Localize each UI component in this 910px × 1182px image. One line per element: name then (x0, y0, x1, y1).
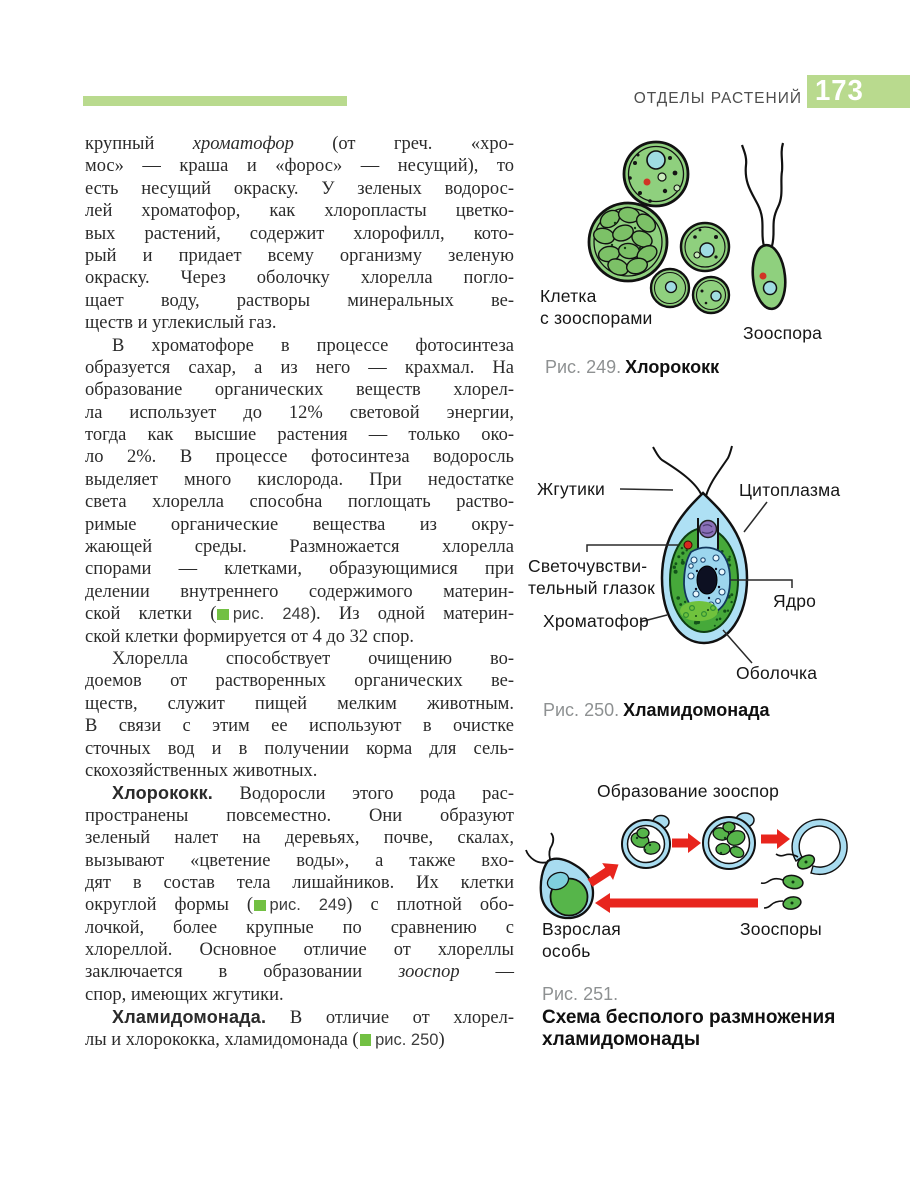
figure-250-chlamydomonas-diagram (510, 440, 850, 670)
body-text-line: В связи с этим ее используют в очистке (85, 716, 514, 737)
body-text-line: округлой формы ( рис. 249) с плотной обо- (85, 895, 515, 916)
figure-ref-square-icon (360, 1034, 372, 1046)
fig250-label-nucleus: Ядро (773, 591, 817, 611)
header-accent-rule (83, 96, 347, 106)
body-text-line: лей хроматофор, как хлоропласты цветко- (85, 201, 514, 222)
body-text-line: света хлорелла способна поглощать раство- (85, 492, 514, 513)
body-text-line: крупный хроматофор (от греч. «хро- (85, 134, 514, 154)
adult-cell (526, 833, 593, 918)
red-arrow-right-icon (761, 829, 790, 849)
sporangium-cell-early (622, 816, 670, 869)
fig249-caption-title: Хлорококк (625, 357, 720, 377)
fig251-caption-title-line1: Схема бесполого размножения (542, 1007, 836, 1028)
body-text-line: хлореллой. Основное отличие от хлореллы (85, 940, 514, 961)
body-text-line: дят в состав тела лишайников. Их клетки (85, 872, 514, 893)
body-text-line: заключается в образовании зооспор — (85, 962, 515, 983)
body-text-line: доемов от растворенных органических ве- (85, 671, 514, 692)
fig251-caption-number: Рис. 251. (542, 984, 619, 1004)
fig249-caption (545, 357, 719, 378)
body-text-line: есть несущий окраску. У зеленых водорос- (85, 178, 514, 199)
section-title: ОТДЕЛЫ РАСТЕНИЙ (633, 90, 802, 107)
fig250-caption (543, 700, 770, 721)
body-text-line: спорами — клетками, образующимися при (85, 559, 514, 580)
body-text-line: зеленый налет на деревьях, почве, скалах, (85, 828, 514, 849)
body-text-line: римые органические вещества из окру- (85, 514, 514, 535)
fig251-caption-title-line2: хламидомонады (542, 1029, 701, 1050)
body-text-line: вызывают «цветение воды», а также вхо- (85, 850, 514, 871)
body-text-line: ской клетки формируется от 4 до 32 спор. (85, 626, 414, 647)
body-text-line: ской клетки ( рис. 248). Из одной материн- (85, 604, 514, 625)
chlorococcus-cell-medium (681, 223, 729, 271)
fig250-label-membrane: Оболочка (736, 663, 818, 683)
fig250-label-eyespot-line1: Светочувстви- (528, 556, 648, 576)
fig249-label-cell-line2: с зооспорами (540, 308, 653, 328)
red-arrow-left-return-icon (595, 893, 758, 913)
red-arrow-right-icon (672, 833, 701, 853)
chlorococcus-cell-large (624, 142, 688, 206)
fig251-label-zoospores: Зооспоры (740, 919, 822, 939)
fig251-label-adult-line1: Взрослая (542, 919, 621, 939)
body-text-line: образуется сахар, а из него — крахмал. На (85, 357, 514, 378)
body-text-line: окраску. Через оболочку хлорелла погло- (85, 268, 514, 289)
fig249-label-zoospore: Зооспора (743, 323, 823, 343)
body-text-line: ществ, служит пищей мелким животным. (85, 693, 514, 714)
body-text-line: сточных вод и в получении корма для сель- (85, 738, 514, 759)
chlorococcus-cell-small-b (693, 277, 729, 313)
fig250-caption-title: Хламидомонада (623, 700, 770, 720)
figure-ref-square-icon (254, 900, 266, 912)
figure-251-reproduction-cycle (512, 805, 860, 923)
fig249-label-cell-line1: Клетка (540, 286, 597, 306)
body-text-line: выделяет много кислорода. При недостатке (85, 469, 514, 490)
sporangium-cell-late (703, 813, 755, 869)
zoospore-cell (742, 143, 788, 310)
fig250-label-flagella: Жгутики (537, 479, 605, 499)
body-text-line: В хроматофоре в процессе фотосинтеза (112, 335, 514, 356)
body-text-line: вых растений, содержит хлорофилл, кото- (85, 223, 514, 244)
chlorococcus-cell-small-a (651, 269, 689, 307)
body-text-line: спор, имеющих жгутики. (85, 984, 284, 1005)
body-text-line: щает воду, растворы минеральных ве- (85, 290, 514, 311)
body-text-line: жающей среды. Размножается хлорелла (85, 537, 514, 558)
page-number-box (807, 75, 910, 108)
body-text-line: ло 2%. В процессе фотосинтеза водоросль (85, 447, 514, 468)
body-text-line: тогда как высшие растения — только око- (85, 425, 514, 446)
body-text-line: образование органических веществ хлорел- (85, 380, 514, 401)
article-text-column (85, 133, 514, 1051)
body-text-line: Хламидомонада. В отличие от хлорел- (112, 1007, 514, 1029)
body-text-line: делении внутреннего содержимого материн- (85, 581, 514, 602)
body-text-line: Хлорококк. Водоросли этого рода рас- (112, 783, 514, 805)
fig250-label-cytoplasm: Цитоплазма (739, 480, 841, 500)
fig250-label-eyespot-line2: тельный глазок (528, 578, 655, 598)
figure-ref-square-icon (217, 609, 229, 621)
body-text-line: лы и хлорококка, хламидомонада ( рис. 250) (85, 1029, 445, 1050)
body-text-line: Хлорелла способствует очищению во- (112, 648, 514, 669)
body-text-line: пространены повсеместно. Они образуют (85, 805, 514, 826)
body-text-line: ла использует до 12% световой энергии, (85, 402, 514, 423)
fig249-caption-number: Рис. 249. (545, 357, 622, 377)
body-text-line: лочкой, более крупные по сравнению с (85, 917, 514, 938)
cell-with-zoospores (589, 203, 667, 281)
fig251-title: Образование зооспор (597, 781, 780, 801)
body-text-line: рый и придает всему организму зеленую (85, 245, 514, 266)
fig250-label-chromatophore: Хроматофор (543, 611, 649, 631)
page-number: 173 (815, 75, 864, 107)
fig250-caption-number: Рис. 250. (543, 700, 620, 720)
fig251-label-adult-line2: особь (542, 941, 591, 961)
body-text-line: ществ и углекислый газ. (85, 313, 277, 334)
body-text-line: скохозяйственных животных. (85, 760, 318, 781)
body-text-line: мос» — краша и «форос» — несущий), то (85, 156, 514, 177)
escaping-zoospores (761, 852, 817, 910)
